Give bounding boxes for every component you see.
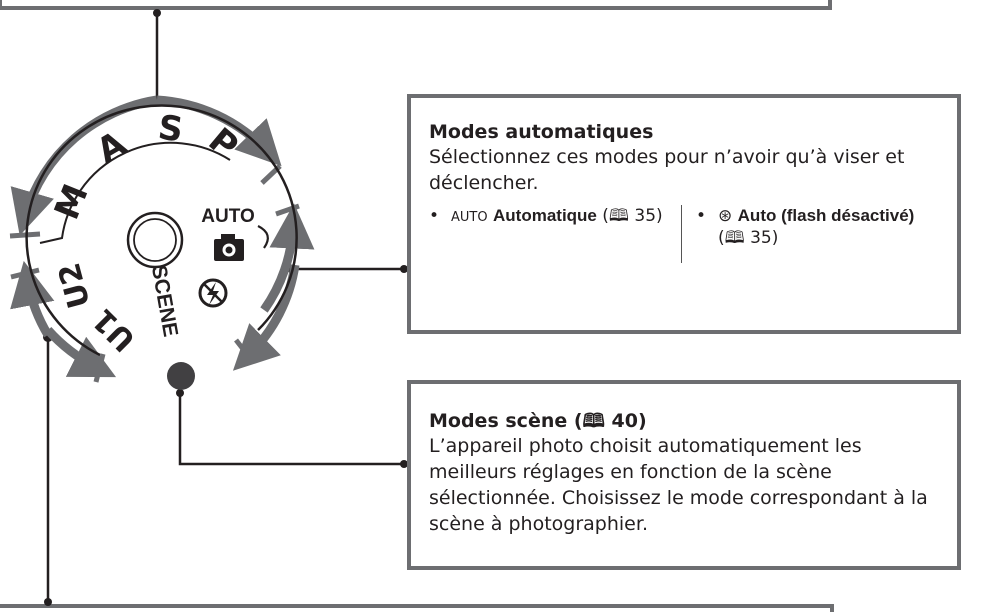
list-item-auto-flash-off (696, 205, 914, 263)
mode-s-label: S (155, 107, 186, 151)
bullet: • (429, 206, 440, 226)
mode-automatic-ref: (🕮 35) (602, 206, 663, 226)
list-item-automatic (429, 205, 681, 263)
camera-icon (214, 234, 244, 261)
mode-scene-label: SCENE (146, 263, 183, 339)
list-divider (681, 205, 682, 263)
mode-automatic-name: Automatique (493, 206, 597, 225)
mode-u2-label: U2 (52, 259, 98, 312)
mode-a-label: A (90, 123, 133, 172)
leader-dots (43, 9, 408, 606)
auto-modes-list (429, 205, 939, 263)
center-button-inner (134, 219, 176, 261)
leader-lines (48, 13, 405, 602)
bullet: • (696, 206, 707, 226)
scene-modes-description: L’appareil photo choisit automatiquement les meilleurs réglages en fonction de la scène sélectionnée. Choisissez le mode correspondant à la scène à photographier. (429, 435, 928, 535)
flash-off-small-icon: ⊛ (718, 206, 733, 226)
auto-modes-description: Sélectionnez ces modes pour n’avoir qu’à viser et déclencher. (429, 146, 905, 194)
center-button-outer (128, 213, 182, 267)
auto-modes-box (407, 94, 961, 334)
scene-modes-box (407, 380, 961, 570)
dial-notch (258, 226, 268, 248)
auto-modes-title: Modes automatiques (429, 121, 654, 143)
scene-modes-title: Modes scène (🕮 40) (429, 410, 647, 432)
bottom-frame (0, 606, 832, 612)
mode-auto-label: AUTO (201, 206, 255, 227)
mode-auto-flash-off-ref: (🕮 35) (718, 228, 779, 248)
arrow-right-down (249, 265, 295, 355)
flash-off-icon (200, 280, 226, 306)
dial-index-dot (167, 362, 195, 390)
mode-p-label: P (200, 120, 246, 167)
mode-u1-label: U1 (85, 301, 143, 359)
mode-m-label: M (46, 178, 97, 226)
top-frame (0, 0, 830, 8)
auto-camera-icon: AUTO (451, 210, 488, 225)
mode-auto-flash-off-name: Auto (flash désactivé) (737, 206, 915, 225)
